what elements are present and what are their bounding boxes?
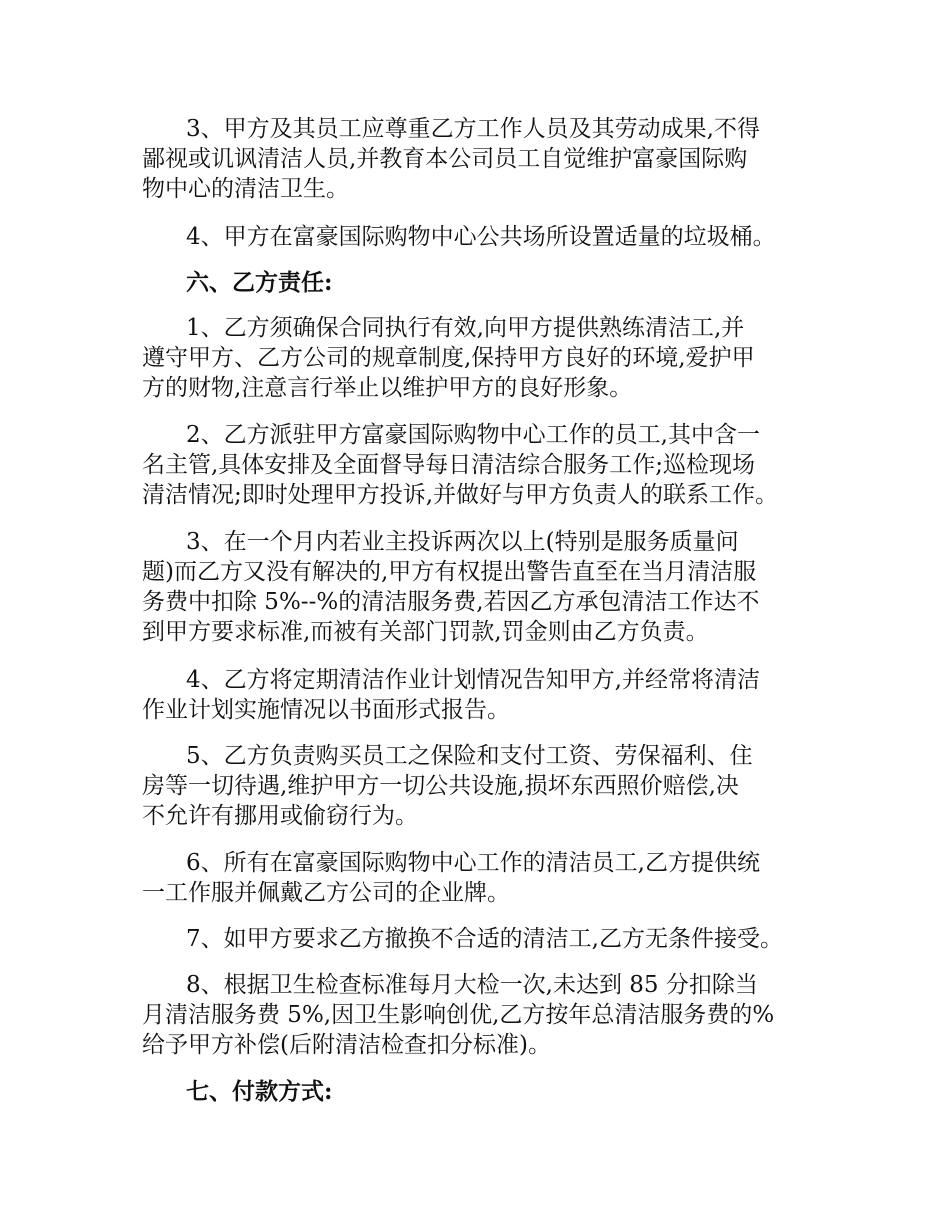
- paragraph-party-b-8: [142, 970, 832, 1060]
- text-line: 题)而乙方又没有解决的,甲方有权提出警告直至在当月清洁服: [142, 559, 757, 585]
- text-line: 作业计划实施情况以书面形式报告。: [142, 697, 510, 723]
- section-heading: 七、付款方式:: [186, 1078, 333, 1105]
- text-line: 鄙视或讥讽清洁人员,并教育本公司员工自觉维护富豪国际购: [142, 146, 748, 172]
- text-line: 务费中扣除 5%--%的清洁服务费,若因乙方承包清洁工作达不: [142, 589, 760, 615]
- paragraph-party-a-3: [142, 114, 832, 204]
- section-heading-7: [142, 1077, 832, 1107]
- text-line: 物中心的清洁卫生。: [142, 176, 349, 202]
- text-line: 7、如甲方要求乙方撤换不合适的清洁工,乙方无条件接受。: [186, 926, 783, 952]
- text-line: 清洁情况;即时处理甲方投诉,并做好与甲方负责人的联系工作。: [142, 482, 779, 508]
- text-line: 3、在一个月内若业主投诉两次以上(特别是服务质量问: [186, 529, 739, 555]
- paragraph-party-b-1: [142, 313, 832, 403]
- text-line: 不允许有挪用或偷窃行为。: [142, 803, 418, 829]
- text-line: 4、甲方在富豪国际购物中心公共场所设置适量的垃圾桶。: [186, 224, 776, 250]
- paragraph-party-b-3: [142, 527, 832, 647]
- text-line: 4、乙方将定期清洁作业计划情况告知甲方,并经常将清洁: [186, 667, 760, 693]
- paragraph-party-a-4: [142, 222, 832, 252]
- paragraph-party-b-5: [142, 741, 832, 831]
- paragraph-party-b-6: [142, 848, 832, 908]
- text-line: 遵守甲方、乙方公司的规章制度,保持甲方良好的环境,爱护甲: [142, 345, 755, 371]
- text-line: 2、乙方派驻甲方富豪国际购物中心工作的员工,其中含一: [186, 422, 760, 448]
- text-line: 5、乙方负责购买员工之保险和支付工资、劳保福利、住: [186, 743, 753, 769]
- paragraph-party-b-4: [142, 665, 832, 725]
- section-heading-6: [142, 268, 832, 298]
- text-line: 8、根据卫生检查标准每月大检一次,未达到 85 分扣除当: [186, 972, 758, 998]
- text-line: 6、所有在富豪国际购物中心工作的清洁员工,乙方提供统: [186, 850, 760, 876]
- text-line: 名主管,具体安排及全面督导每日清洁综合服务工作;巡检现场: [142, 452, 756, 478]
- text-line: 月清洁服务费 5%,因卫生影响创优,乙方按年总清洁服务费的%: [142, 1002, 775, 1028]
- paragraph-party-b-7: [142, 924, 832, 954]
- text-line: 给予甲方补偿(后附清洁检查扣分标准)。: [142, 1032, 551, 1058]
- text-line: 方的财物,注意言行举止以维护甲方的良好形象。: [142, 375, 633, 401]
- text-line: 3、甲方及其员工应尊重乙方工作人员及其劳动成果,不得: [186, 116, 760, 142]
- text-line: 房等一切待遇,维护甲方一切公共设施,损坏东西照价赔偿,决: [142, 773, 739, 799]
- text-line: 1、乙方须确保合同执行有效,向甲方提供熟练清洁工,并: [186, 315, 745, 341]
- paragraph-party-b-2: [142, 420, 832, 510]
- text-line: 一工作服并佩戴乙方公司的企业牌。: [142, 880, 510, 906]
- text-line: 到甲方要求标准,而被有关部门罚款,罚金则由乙方负责。: [142, 619, 709, 645]
- section-heading: 六、乙方责任:: [186, 269, 333, 296]
